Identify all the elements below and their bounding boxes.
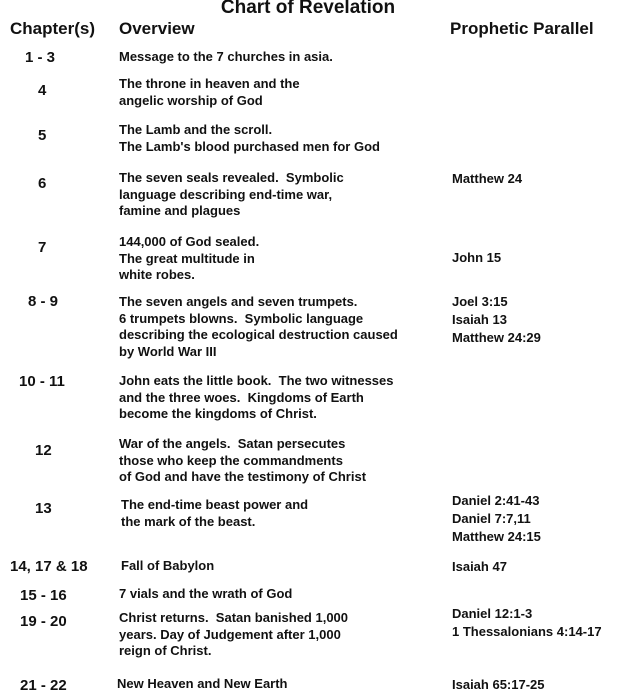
overview-cell: The seven seals revealed. Symbolic language describing end-time war, famine and plagues	[119, 170, 344, 218]
overview-cell: The seven angels and seven trumpets. 6 trumpets blowns. Symbolic language describing the ecological destruction caused by World War III	[119, 294, 398, 359]
chapters-cell: 8 - 9	[28, 293, 59, 310]
overview-cell: 7 vials and the wrath of God	[119, 586, 293, 601]
chapters-cell: 5	[38, 127, 47, 144]
chapters-cell: 14, 17 & 18	[10, 558, 88, 575]
parallel-cell: Isaiah 65:17-25	[452, 677, 545, 692]
column-header-overview: Overview	[119, 19, 195, 38]
column-header-prophetic-parallel: Prophetic Parallel	[450, 19, 594, 38]
overview-cell: War of the angels. Satan persecutes those who keep the commandments of God and have the testimony of Christ	[119, 436, 367, 484]
overview-cell: John eats the little book. The two witnesses and the three woes. Kingdoms of Earth become the kingdoms of Christ.	[119, 373, 394, 421]
chapters-cell: 13	[35, 500, 52, 517]
column-header-chapters: Chapter(s)	[10, 19, 96, 38]
parallel-cell: Daniel 12:1-3 1 Thessalonians 4:14-17	[452, 606, 602, 639]
chapters-cell: 4	[38, 82, 47, 99]
parallel-cell: Matthew 24	[452, 171, 523, 186]
overview-cell: Christ returns. Satan banished 1,000 years. Day of Judgement after 1,000 reign of Christ.	[119, 610, 349, 658]
chapters-cell: 21 - 22	[20, 677, 67, 694]
overview-cell: The Lamb and the scroll. The Lamb's blood purchased men for God	[119, 122, 380, 154]
parallel-cell: John 15	[452, 250, 502, 265]
parallel-cell: Daniel 2:41-43 Daniel 7:7,11 Matthew 24:15	[452, 493, 541, 544]
overview-cell: The end-time beast power and the mark of the beast.	[121, 497, 309, 529]
chapters-cell: 10 - 11	[19, 373, 65, 390]
chapters-cell: 7	[38, 239, 47, 256]
chapters-cell: 12	[35, 442, 52, 459]
chapters-cell: 15 - 16	[20, 587, 67, 604]
parallel-cell: Joel 3:15 Isaiah 13 Matthew 24:29	[452, 294, 541, 345]
chapters-cell: 1 - 3	[25, 49, 56, 66]
overview-cell: 144,000 of God sealed. The great multitude in white robes.	[119, 234, 260, 282]
chapters-cell: 19 - 20	[20, 613, 67, 630]
overview-cell: New Heaven and New Earth	[117, 676, 288, 691]
overview-cell: Fall of Babylon	[121, 558, 215, 573]
page-title: Chart of Revelation	[220, 0, 396, 18]
overview-cell: The throne in heaven and the angelic worship of God	[119, 76, 300, 108]
chapters-cell: 6	[38, 175, 47, 192]
parallel-cell: Isaiah 47	[452, 559, 507, 574]
overview-cell: Message to the 7 churches in asia.	[119, 49, 333, 64]
